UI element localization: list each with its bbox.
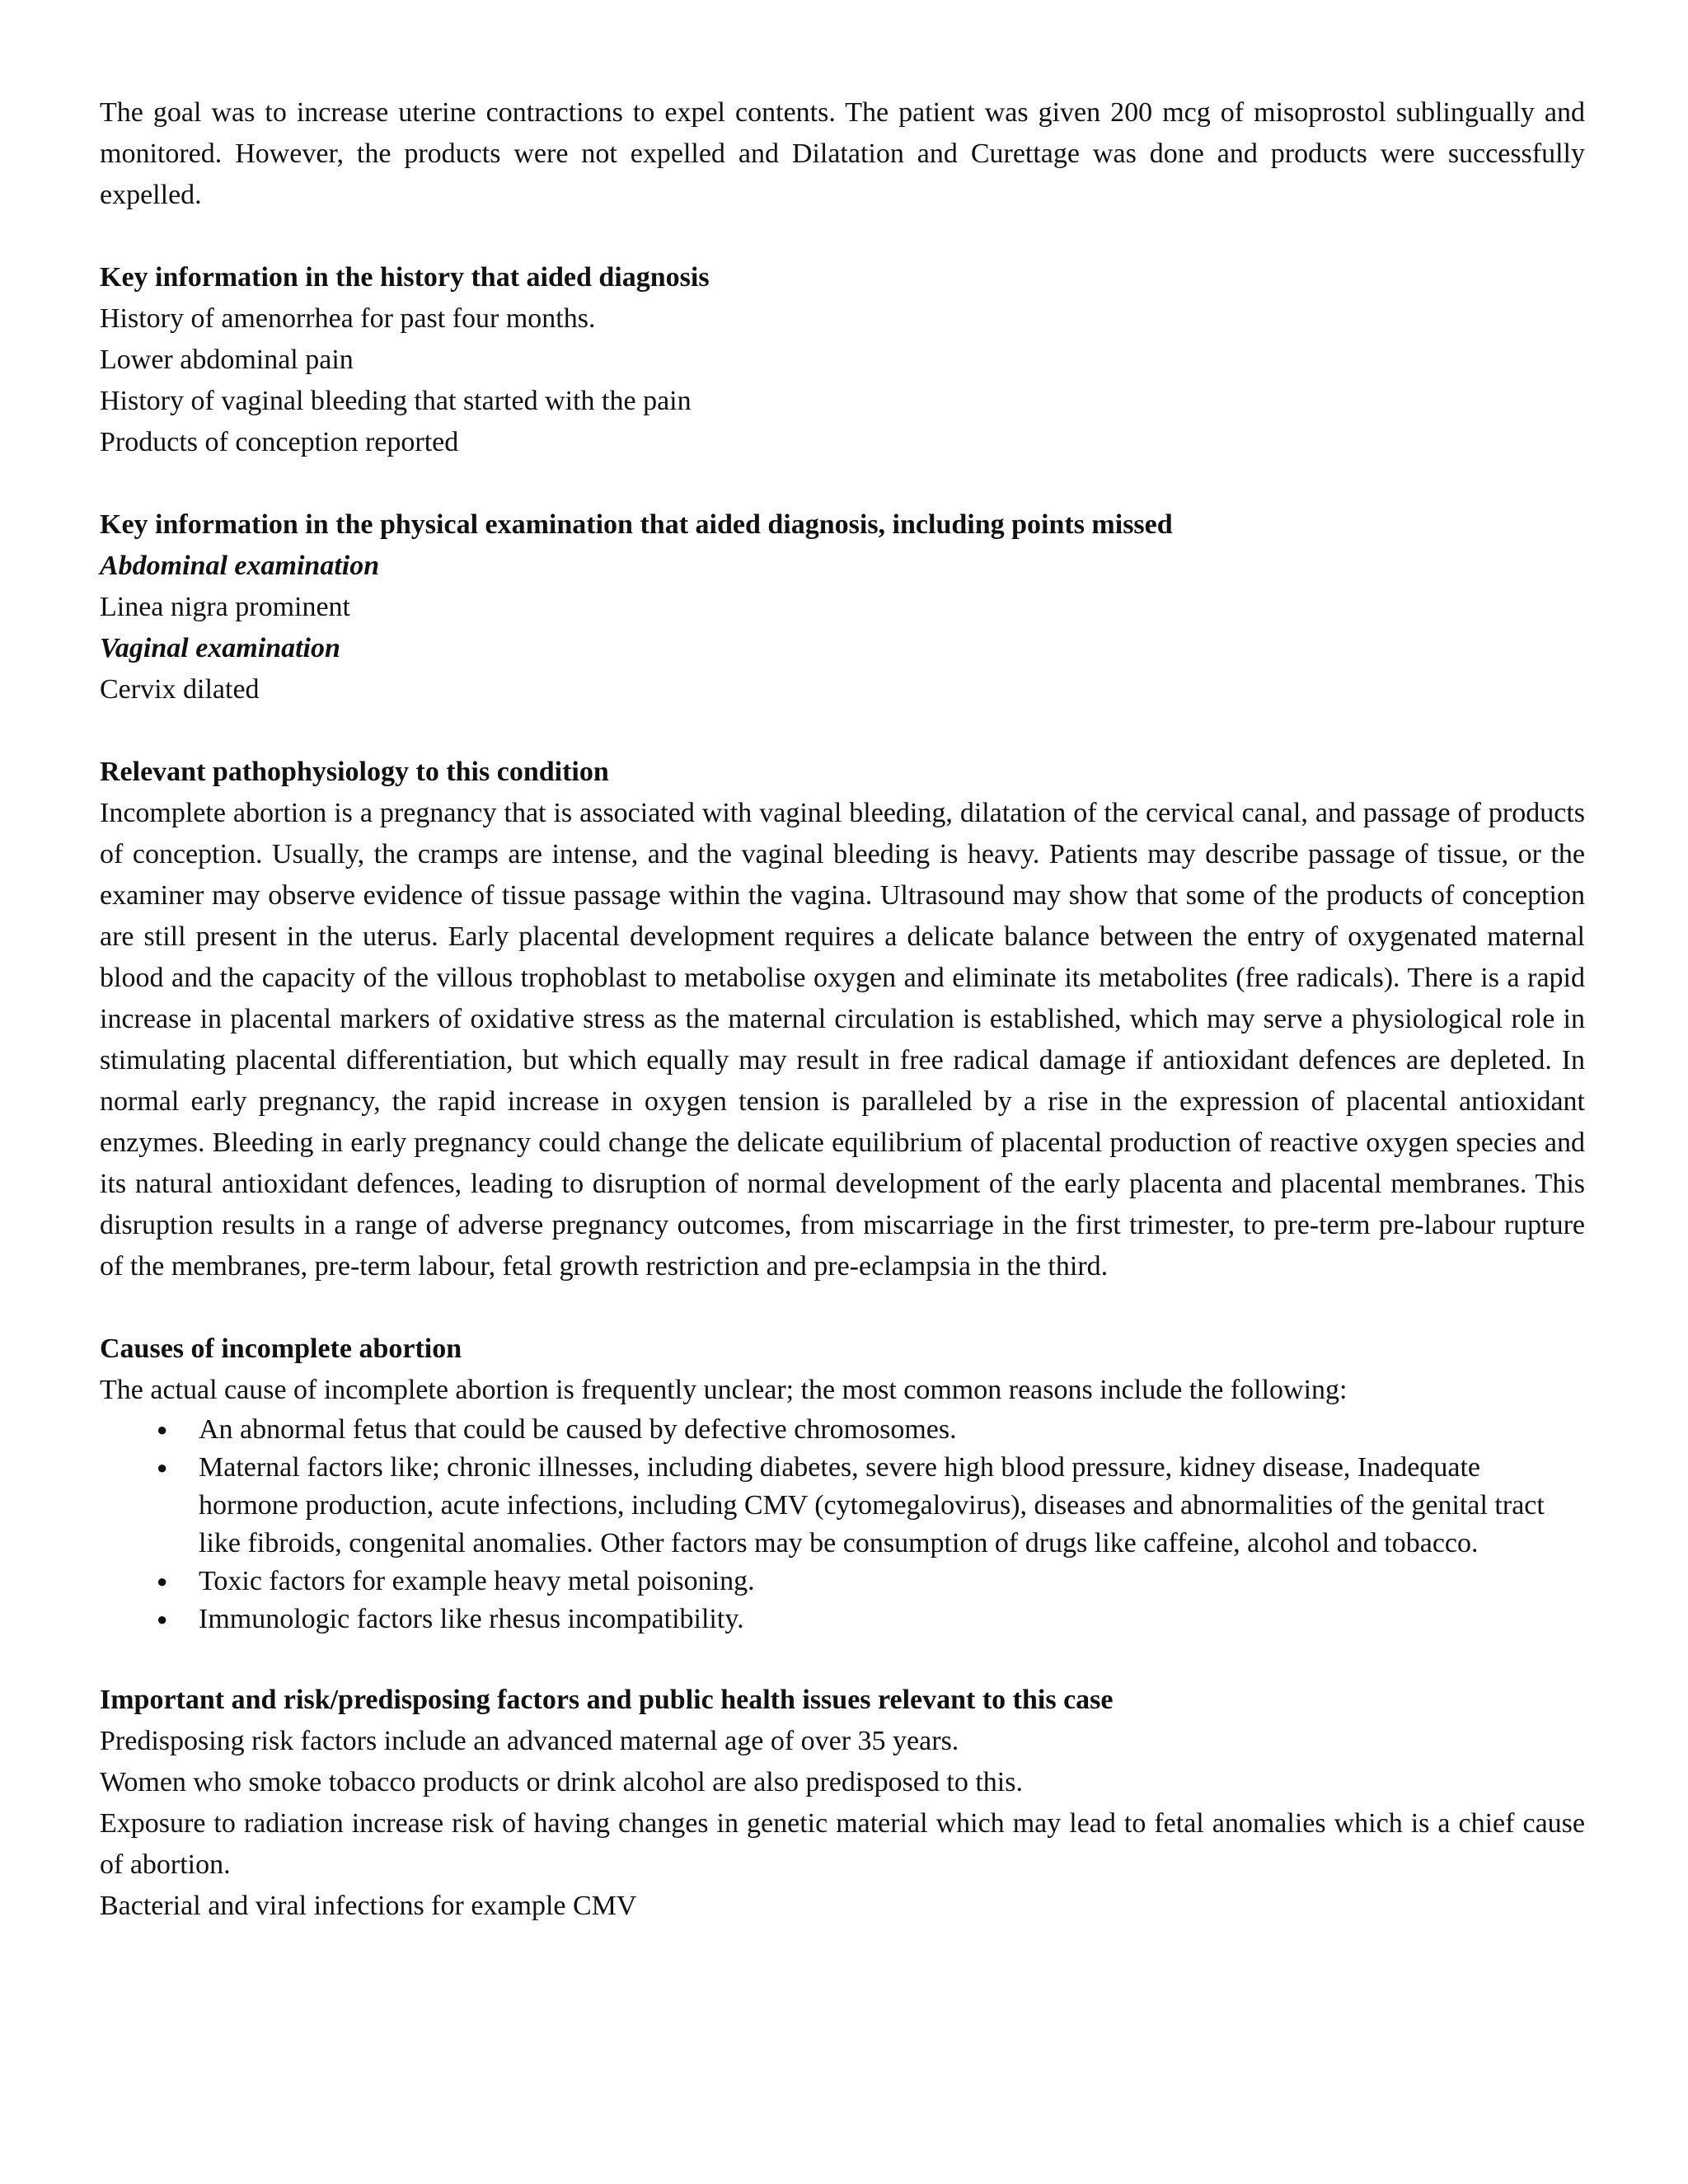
- list-item: [100, 1563, 1585, 1601]
- causes-intro: The actual cause of incomplete abortion is frequently unclear; the most common reasons include the following:: [100, 1375, 1348, 1405]
- list-item: [100, 1411, 1585, 1449]
- section-spacer: [100, 710, 1585, 752]
- list-item: [100, 1449, 1585, 1563]
- pathophysiology-section: [100, 752, 1585, 1287]
- risk-line: Women who smoke tobacco products or drink alcohol are also predisposed to this.: [100, 1767, 1023, 1797]
- intro-paragraph: The goal was to increase uterine contractions to expel contents. The patient was given 200 mcg of misoprostol sublingually and monitored. However, the products were not expelled and Dilatation and Curettage was done and products were successfully expelled.: [100, 97, 1585, 210]
- risk-section: [100, 1680, 1585, 1927]
- section-spacer: [100, 1638, 1585, 1680]
- pathophysiology-heading: Relevant pathophysiology to this condition: [100, 757, 609, 787]
- bullet-icon: ●: [157, 1571, 168, 1591]
- exam-heading: Key information in the physical examination that aided diagnosis, including points missed: [100, 509, 1173, 540]
- section-spacer: [100, 463, 1585, 504]
- list-item-text: Maternal factors like; chronic illnesses, including diabetes, severe high blood pressure, kidney disease, Inadequate hormone production, acute infections, including CMV (cytomegalovirus), diseases and abnormalities of the genital tract like fibroids, congenital anomalies. Other factors may be consumption of drugs like caffeine, alcohol and tobacco.: [199, 1452, 1545, 1558]
- risk-line: Predisposing risk factors include an advanced maternal age of over 35 years.: [100, 1726, 959, 1756]
- causes-heading: Causes of incomplete abortion: [100, 1333, 462, 1364]
- vaginal-exam-heading: Vaginal examination: [100, 633, 340, 663]
- list-item-text: Toxic factors for example heavy metal poisoning.: [199, 1566, 755, 1596]
- risk-line: Bacterial and viral infections for example CMV: [100, 1891, 637, 1921]
- history-line: Products of conception reported: [100, 427, 459, 457]
- causes-list: [100, 1411, 1585, 1638]
- abdominal-exam-finding: Linea nigra prominent: [100, 592, 351, 622]
- section-spacer: [100, 216, 1585, 257]
- risk-heading: Important and risk/predisposing factors and public health issues relevant to this case: [100, 1685, 1114, 1715]
- list-item: [100, 1601, 1585, 1638]
- pathophysiology-paragraph: Incomplete abortion is a pregnancy that is associated with vaginal bleeding, dilatation of the cervical canal, and passage of products of conception. Usually, the cramps are intense, and the vaginal bleeding is heavy. Patients may describe passage of tissue, or the examiner may observe evidence of tissue passage within the vagina. Ultrasound may show that some of the products of conception are still present in the uterus. Early placental development requires a delicate balance between the entry of oxygenated maternal blood and the capacity of the villous trophoblast to metabolise oxygen and eliminate its metabolites (free radicals). There is a rapid increase in placental markers of oxidative stress as the maternal circulation is established, which may serve a physiological role in stimulating placental differentiation, but which equally may result in free radical damage if antioxidant defences are depleted. In normal early pregnancy, the rapid increase in oxygen tension is paralleled by a rise in the expression of placental antioxidant enzymes. Bleeding in early pregnancy could change the delicate equilibrium of placental production of reactive oxygen species and its natural antioxidant defences, leading to disruption of normal development of the early placenta and placental membranes. This disruption results in a range of adverse pregnancy outcomes, from miscarriage in the first trimester, to pre-term pre-labour rupture of the membranes, pre-term labour, fetal growth restriction and pre-eclampsia in the third.: [100, 798, 1585, 1282]
- bullet-icon: ●: [157, 1457, 168, 1478]
- history-line: History of amenorrhea for past four months.: [100, 303, 596, 334]
- vaginal-exam-finding: Cervix dilated: [100, 674, 260, 705]
- history-line: History of vaginal bleeding that started with the pain: [100, 386, 692, 416]
- list-item-text: An abnormal fetus that could be caused by defective chromosomes.: [199, 1414, 957, 1445]
- history-heading: Key information in the history that aided diagnosis: [100, 262, 710, 293]
- section-spacer: [100, 1287, 1585, 1329]
- exam-section: [100, 504, 1585, 710]
- bullet-icon: ●: [157, 1419, 168, 1440]
- causes-section: [100, 1329, 1585, 1638]
- document-page: [100, 92, 1585, 1927]
- list-item-text: Immunologic factors like rhesus incompatibility.: [199, 1604, 744, 1634]
- abdominal-exam-heading: Abdominal examination: [100, 551, 380, 581]
- history-section: [100, 257, 1585, 463]
- bullet-icon: ●: [157, 1609, 168, 1629]
- risk-line: Exposure to radiation increase risk of having changes in genetic material which may lead to fetal anomalies which is a chief cause of abortion.: [100, 1808, 1585, 1880]
- history-line: Lower abdominal pain: [100, 344, 354, 375]
